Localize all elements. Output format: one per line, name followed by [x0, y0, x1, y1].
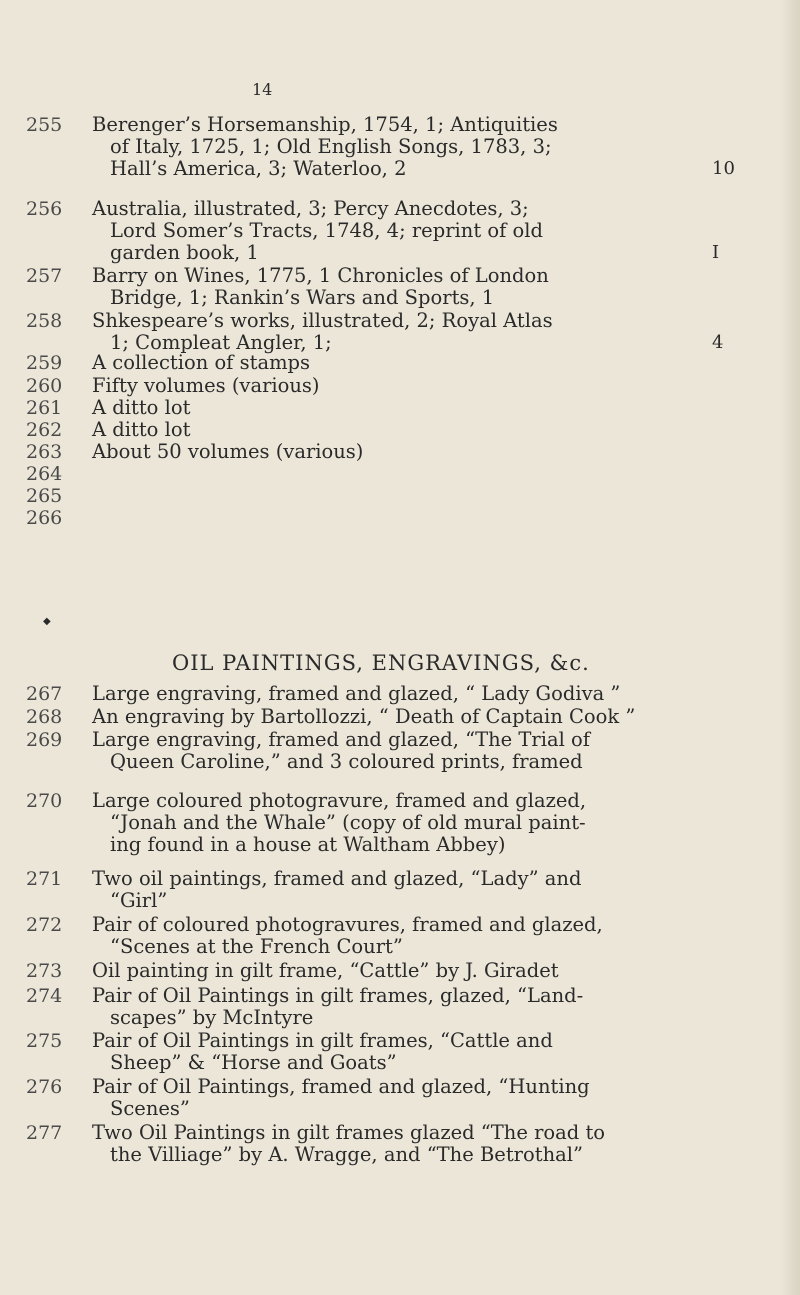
lot-number: 259 — [26, 352, 63, 374]
lot-number: 262 — [26, 419, 63, 441]
lot-description — [92, 441, 692, 463]
lot-number: 263 — [26, 441, 63, 463]
ornament-dot: ◆ — [43, 616, 51, 627]
lot-description — [92, 1030, 692, 1074]
description-line: Large engraving, framed and glazed, “The Trial of — [92, 728, 590, 751]
description-line: Fifty volumes (various) — [92, 374, 320, 397]
description-line: A ditto lot — [92, 396, 191, 419]
description-line: Hall’s America, 3; Waterloo, 2 — [110, 157, 407, 180]
description-line: garden book, 1 — [110, 241, 259, 264]
section-heading: OIL PAINTINGS, ENGRAVINGS, &c. — [172, 651, 590, 675]
description-line: the Villiage” by A. Wragge, and “The Betrothal” — [110, 1143, 583, 1166]
description-line: Queen Caroline,” and 3 coloured prints, framed — [110, 750, 583, 773]
description-line: Oil painting in gilt frame, “Cattle” by J. Giradet — [92, 959, 559, 982]
lot-number: 269 — [26, 729, 63, 751]
description-line: Australia, illustrated, 3; Percy Anecdotes, 3; — [92, 197, 529, 220]
description-line: Two Oil Paintings in gilt frames glazed “The road to — [92, 1121, 606, 1144]
description-line: Sheep” & “Horse and Goats” — [110, 1051, 397, 1074]
lot-number: 274 — [26, 985, 63, 1007]
lot-number: 261 — [26, 397, 63, 419]
description-line: Pair of Oil Paintings in gilt frames, glazed, “Land- — [92, 984, 584, 1007]
description-line: Large engraving, framed and glazed, “ Lady Godiva ” — [92, 682, 621, 705]
lot-number: 268 — [26, 706, 63, 728]
lot-description — [92, 419, 692, 441]
description-line: ing found in a house at Waltham Abbey) — [110, 833, 506, 856]
lot-number: 272 — [26, 914, 63, 936]
description-line: Large coloured photogravure, framed and glazed, — [92, 789, 587, 812]
lot-number: 277 — [26, 1122, 63, 1144]
lot-number: 276 — [26, 1076, 63, 1098]
lot-description — [92, 985, 692, 1029]
description-line: Scenes” — [110, 1097, 190, 1120]
description-line: Pair of coloured photogravures, framed and glazed, — [92, 913, 603, 936]
description-line: Shkespeare’s works, illustrated, 2; Royal Atlas — [92, 309, 553, 332]
lot-price: 10 — [712, 158, 735, 179]
lot-description — [92, 683, 692, 705]
description-line: “Jonah and the Whale” (copy of old mural paint- — [110, 811, 586, 834]
lot-number: 267 — [26, 683, 63, 705]
description-line: scapes” by McIntyre — [110, 1006, 314, 1029]
lot-price: 4 — [712, 332, 724, 353]
lot-number: 265 — [26, 485, 63, 507]
description-line: Two oil paintings, framed and glazed, “Lady” and — [92, 867, 582, 890]
lot-description — [92, 868, 692, 912]
lot-description — [92, 960, 692, 982]
lot-description — [92, 265, 692, 309]
description-line: “Girl” — [110, 889, 168, 912]
lot-number: 255 — [26, 114, 63, 136]
description-line: 1; Compleat Angler, 1; — [110, 331, 332, 354]
lot-number: 260 — [26, 375, 63, 397]
page-number: 14 — [252, 80, 273, 99]
lot-number: 273 — [26, 960, 63, 982]
description-line: Berenger’s Horsemanship, 1754, 1; Antiquities — [92, 113, 558, 136]
lot-description — [92, 352, 692, 374]
lot-number: 257 — [26, 265, 63, 287]
description-line: Barry on Wines, 1775, 1 Chronicles of London — [92, 264, 549, 287]
description-line: An engraving by Bartollozzi, “ Death of Captain Cook ” — [92, 705, 636, 728]
lot-description — [92, 397, 692, 419]
lot-number: 266 — [26, 507, 63, 529]
description-line: of Italy, 1725, 1; Old English Songs, 1783, 3; — [110, 135, 552, 158]
lot-number: 258 — [26, 310, 63, 332]
lot-description — [92, 729, 692, 773]
page-edge-shadow — [780, 0, 800, 1295]
lot-description — [92, 310, 692, 354]
lot-description — [92, 198, 692, 264]
description-line: Bridge, 1; Rankin’s Wars and Sports, 1 — [110, 286, 495, 309]
description-line: A ditto lot — [92, 418, 191, 441]
lot-description — [92, 706, 692, 728]
description-line: About 50 volumes (various) — [92, 440, 364, 463]
lot-description — [92, 1122, 692, 1166]
lot-description — [92, 790, 692, 856]
lot-price: I — [712, 242, 720, 263]
lot-number: 264 — [26, 463, 63, 485]
lot-description — [92, 114, 692, 180]
lot-number: 271 — [26, 868, 63, 890]
lot-description — [92, 1076, 692, 1120]
description-line: Pair of Oil Paintings, framed and glazed, “Hunting — [92, 1075, 590, 1098]
lot-description — [92, 914, 692, 958]
lot-number: 275 — [26, 1030, 63, 1052]
description-line: Pair of Oil Paintings in gilt frames, “Cattle and — [92, 1029, 553, 1052]
lot-description — [92, 375, 692, 397]
lot-number: 256 — [26, 198, 63, 220]
description-line: Lord Somer’s Tracts, 1748, 4; reprint of old — [110, 219, 543, 242]
description-line: A collection of stamps — [92, 351, 311, 374]
lot-number: 270 — [26, 790, 63, 812]
description-line: “Scenes at the French Court” — [110, 935, 403, 958]
